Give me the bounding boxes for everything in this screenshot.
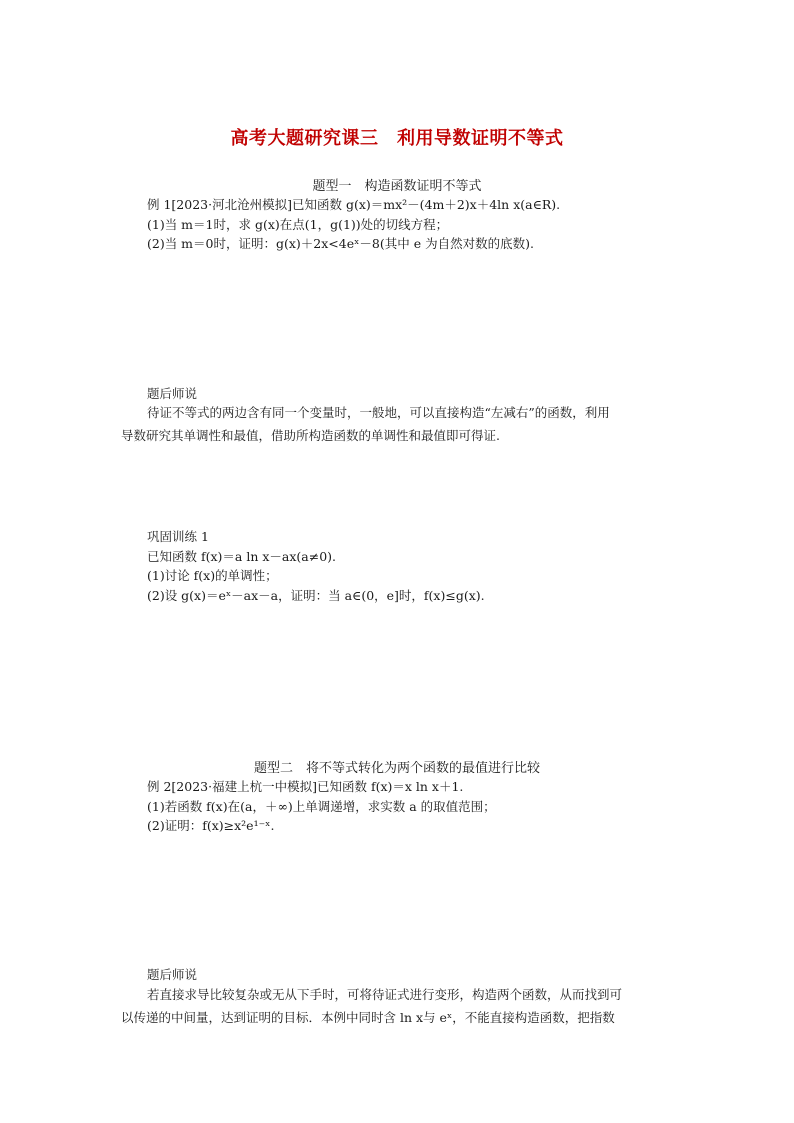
remark2-paragraph [121,983,681,1029]
practice1-line2: (1)讨论 f(x)的单调性； [147,568,278,583]
section2-heading: 题型二 将不等式转化为两个函数的最值进行比较 [253,761,540,776]
remark2-line2: 以传递的中间量，达到证明的目标．本例中同时含 ln x与 eˣ，不能直接构造函数，把指数 [121,1010,615,1025]
remark1-line1: 待证不等式的两边含有同一个变量时，一般地，可以直接构造“左减右”的函数，利用 [147,405,610,420]
document-title: 高考大题研究课三 利用导数证明不等式 [230,128,564,149]
example2-line3: (2)证明：f(x)≥x²e¹⁻ˣ. [147,818,275,833]
practice1-block [147,527,687,605]
remark2-label: 题后师说 [147,967,198,982]
remark1-paragraph [121,401,681,447]
remark2-line1: 若直接求导比较复杂或无从下手时，可将待证式进行变形，构造两个函数，从而找到可 [147,987,623,1002]
example2-block [147,777,687,836]
practice1-line3: (2)设 g(x)＝eˣ－ax－a，证明：当 a∈(0，e]时，f(x)≤g(x). [147,587,485,603]
practice1-line1: 已知函数 f(x)＝a ln x－ax(a≠0). [147,548,337,564]
example1-line1: 例 1[2023·河北沧州模拟]已知函数 g(x)＝mx²－(4m＋2)x＋4ln x(a∈R). [147,197,561,212]
remark1-label: 题后师说 [147,386,198,401]
practice1-label: 巩固训练 1 [147,529,209,544]
remark1-line2: 导数研究其单调性和最值，借助所构造函数的单调性和最值即可得证. [121,428,500,443]
example1-line3: (2)当 m＝0时，证明：g(x)＋2x<4eˣ－8(其中 e 为自然对数的底数). [147,236,534,251]
example2-line1: 例 2[2023·福建上杭一中模拟]已知函数 f(x)＝x ln x＋1. [147,779,464,794]
example1-line2: (1)当 m＝1时，求 g(x)在点(1，g(1))处的切线方程； [147,216,449,232]
example2-line2: (1)若函数 f(x)在(a，＋∞)上单调递增，求实数 a 的取值范围； [147,798,496,814]
section1-heading: 题型一 构造函数证明不等式 [312,179,482,194]
example1-block [147,195,687,254]
